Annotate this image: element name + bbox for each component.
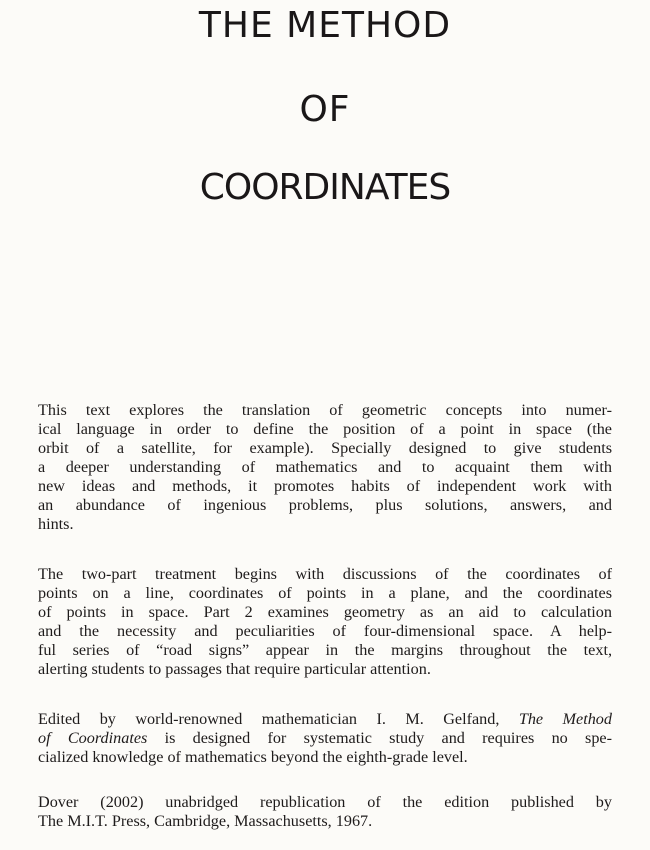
description-paragraph-3: [38, 710, 612, 767]
title-line-3: COORDINATES: [199, 167, 451, 208]
paragraph-line: alerting students to passages that require particular attention.: [38, 660, 431, 678]
paragraph-line: Dover (2002) unabridged republication of the edition published by: [38, 793, 612, 811]
paragraph-line: [38, 729, 612, 748]
paragraph-line: cialized knowledge of mathematics beyond the eighth-grade level.: [38, 748, 468, 766]
paragraph-line: an abundance of ingenious problems, plus solutions, answers, and: [38, 496, 612, 514]
text-run: Edited by world-renowned mathematician I. M. Gelfand,: [38, 710, 500, 728]
paragraph-line: The two-part treatment begins with discussions of the coordinates of: [38, 565, 612, 583]
description-paragraph-2: [38, 565, 612, 679]
paragraph-line: of points in space. Part 2 examines geometry as an aid to calculation: [38, 603, 612, 621]
text-run: is designed for systematic study and requires no spe-: [164, 729, 612, 747]
description-paragraph-1: [38, 401, 612, 534]
paragraph-line: orbit of a satellite, for example). Specially designed to give students: [38, 439, 612, 457]
paragraph-line: The M.I.T. Press, Cambridge, Massachusetts, 1967.: [38, 812, 373, 830]
publication-note: [38, 793, 612, 831]
title-line-2: OF: [299, 89, 351, 130]
book-title-italic: of Coordinates: [38, 729, 148, 747]
title-line-1: THE METHOD: [198, 5, 452, 46]
paragraph-line: and the necessity and peculiarities of four-dimensional space. A help-: [38, 622, 612, 640]
paragraph-line: This text explores the translation of geometric concepts into numer-: [38, 401, 612, 419]
paragraph-line: hints.: [38, 515, 74, 533]
paragraph-line: ical language in order to define the position of a point in space (the: [38, 420, 612, 438]
paragraph-line: points on a line, coordinates of points in a plane, and the coordinates: [38, 584, 612, 602]
paragraph-line: [38, 710, 612, 729]
paragraph-line: new ideas and methods, it promotes habits of independent work with: [38, 477, 612, 495]
paragraph-line: ful series of “road signs” appear in the margins throughout the text,: [38, 641, 612, 659]
paragraph-line: a deeper understanding of mathematics and to acquaint them with: [38, 458, 612, 476]
book-title-italic: The Method: [518, 710, 612, 728]
